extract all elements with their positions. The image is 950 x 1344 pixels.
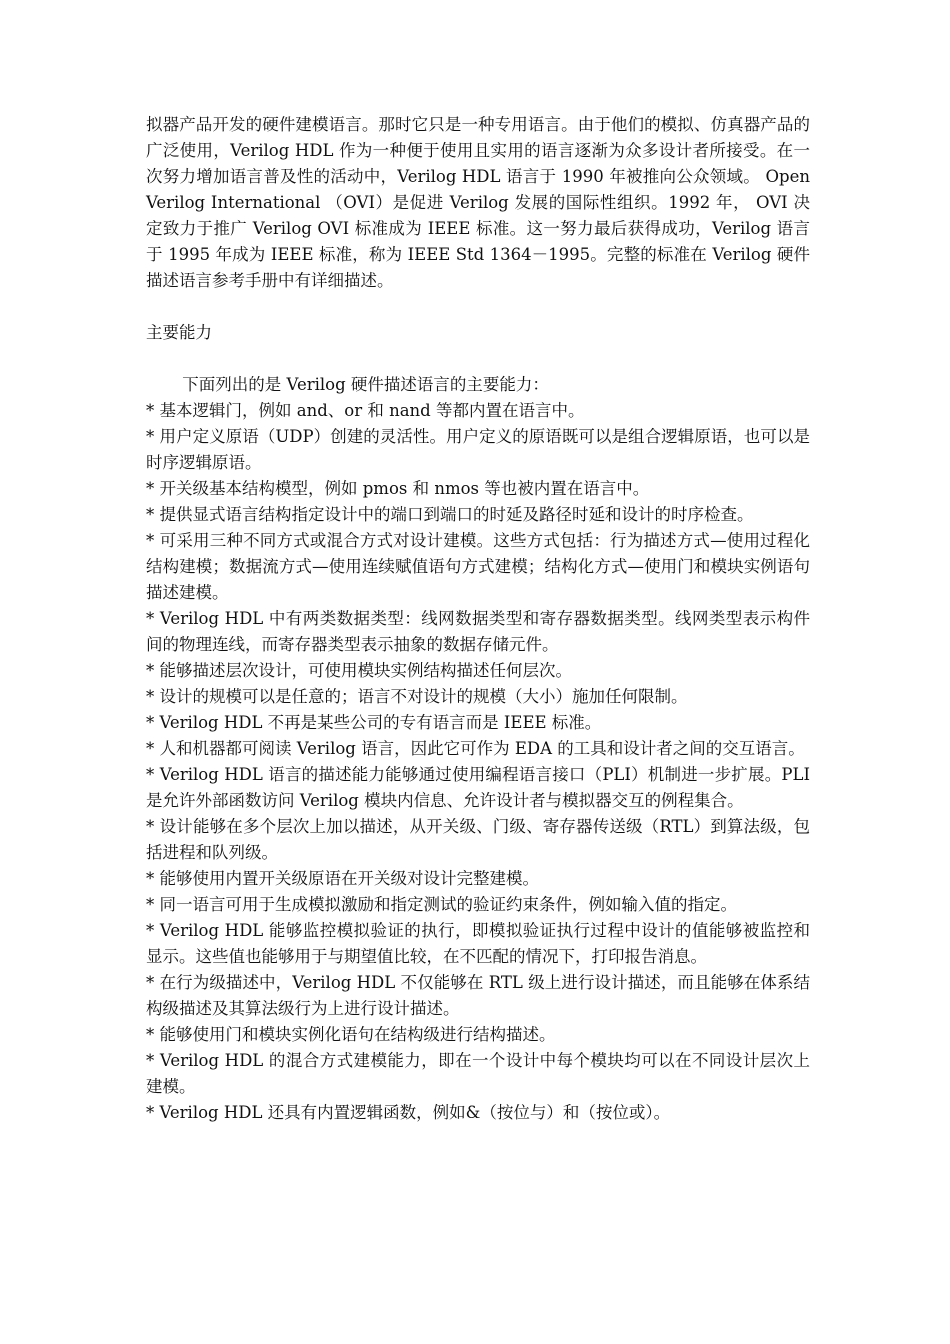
list-item: * 开关级基本结构模型，例如 pmos 和 nmos 等也被内置在语言中。: [146, 479, 650, 498]
list-item: * Verilog HDL 的混合方式建模能力，即在一个设计中每个模块均可以在不同设计层次上建模。: [146, 1051, 810, 1096]
section-heading: 主要能力: [146, 323, 212, 342]
list-item: * Verilog HDL 语言的描述能力能够通过使用编程语言接口（PLI）机制进一步扩展。PLI 是允许外部函数访问 Verilog 模块内信息、允许设计者与模拟器交互的例程集合。: [146, 765, 810, 810]
list-item: * 用户定义原语（UDP）创建的灵活性。用户定义的原语既可以是组合逻辑原语，也可以是时序逻辑原语。: [146, 427, 810, 472]
list-item: * 能够使用门和模块实例化语句在结构级进行结构描述。: [146, 1025, 556, 1044]
list-item: * 能够使用内置开关级原语在开关级对设计完整建模。: [146, 869, 539, 888]
list-item: * 能够描述层次设计，可使用模块实例结构描述任何层次。: [146, 661, 572, 680]
document-page: [146, 112, 810, 1126]
list-item: * 可采用三种不同方式或混合方式对设计建模。这些方式包括：行为描述方式—使用过程化结构建模；数据流方式—使用连续赋值语句方式建模；结构化方式—使用门和模块实例语句描述建模。: [146, 531, 810, 602]
lead-paragraph: 下面列出的是 Verilog 硬件描述语言的主要能力：: [182, 375, 549, 394]
list-item: * Verilog HDL 还具有内置逻辑函数，例如&（按位与）和（按位或）。: [146, 1103, 671, 1122]
list-item: * 基本逻辑门，例如 and、or 和 nand 等都内置在语言中。: [146, 401, 585, 420]
list-item: * 同一语言可用于生成模拟激励和指定测试的验证约束条件，例如输入值的指定。: [146, 895, 737, 914]
list-item: * 设计能够在多个层次上加以描述，从开关级、门级、寄存器传送级（RTL）到算法级，包括进程和队列级。: [146, 817, 810, 862]
list-item: * 提供显式语言结构指定设计中的端口到端口的时延及路径时延和设计的时序检查。: [146, 505, 754, 524]
list-item: * 人和机器都可阅读 Verilog 语言，因此它可作为 EDA 的工具和设计者之间的交互语言。: [146, 739, 805, 758]
list-item: * Verilog HDL 中有两类数据类型：线网数据类型和寄存器数据类型。线网类型表示构件间的物理连线，而寄存器类型表示抽象的数据存储元件。: [146, 609, 810, 654]
capability-list: [146, 398, 810, 1126]
list-item: * 设计的规模可以是任意的；语言不对设计的规模（大小）施加任何限制。: [146, 687, 688, 706]
list-item: * Verilog HDL 不再是某些公司的专有语言而是 IEEE 标准。: [146, 713, 602, 732]
list-item: * Verilog HDL 能够监控模拟验证的执行，即模拟验证执行过程中设计的值能够被监控和显示。这些值也能够用于与期望值比较，在不匹配的情况下，打印报告消息。: [146, 921, 810, 966]
list-item: * 在行为级描述中，Verilog HDL 不仅能够在 RTL 级上进行设计描述，而且能够在体系结构级描述及其算法级行为上进行设计描述。: [146, 973, 810, 1018]
intro-paragraph: 拟器产品开发的硬件建模语言。那时它只是一种专用语言。由于他们的模拟、仿真器产品的广泛使用，Verilog HDL 作为一种便于使用且实用的语言逐渐为众多设计者所接受。在一次努力增加语言普及性的活动中，Verilog HDL 语言于 1990 年被推向公众领域。 Open Verilog International （OVI）是促进 Verilog 发展的国际性组织。1992 年， OVI 决定致力于推广 Verilog OVI 标准成为 IEEE 标准。这一努力最后获得成功，Verilog 语言于 1995 年成为 IEEE 标准，称为 IEEE Std 1364－1995。完整的标准在 Verilog 硬件描述语言参考手册中有详细描述。: [146, 115, 810, 290]
